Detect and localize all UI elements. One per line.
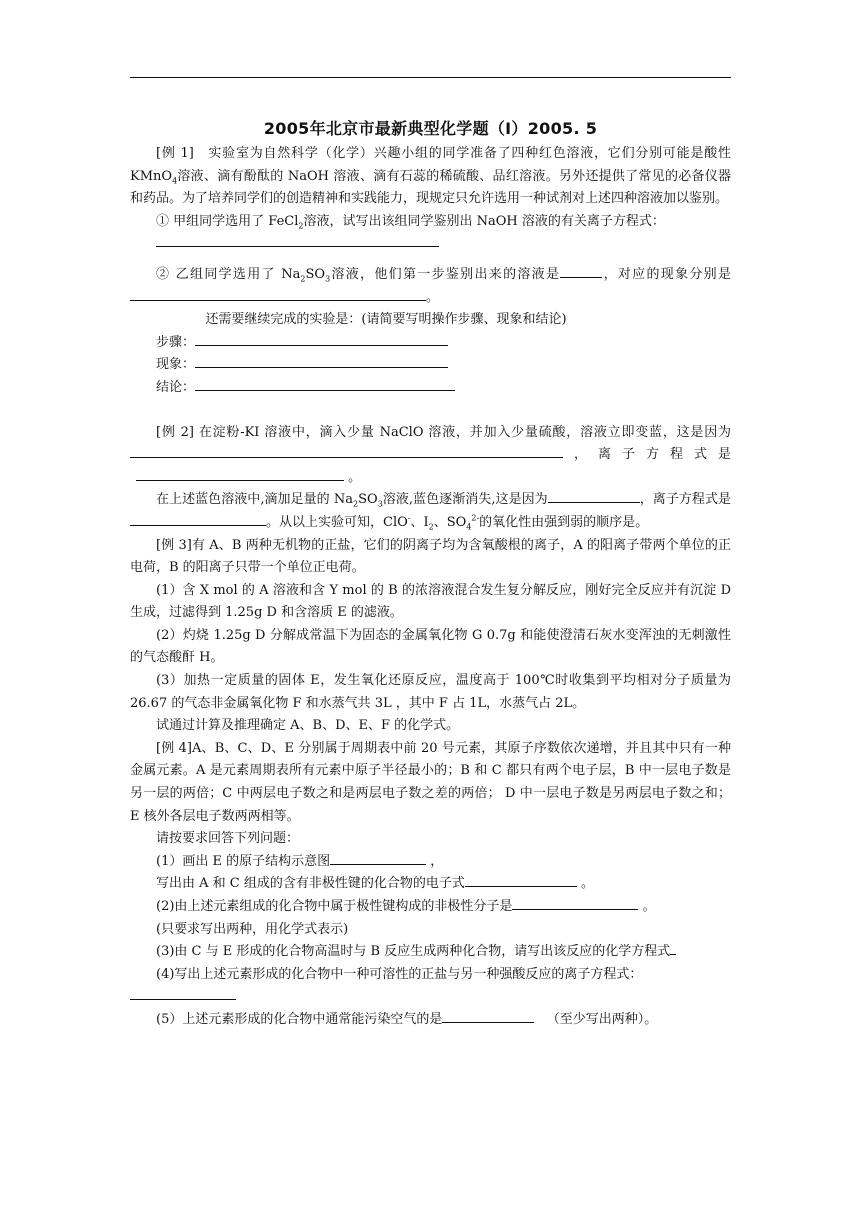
answer-blank[interactable] [465,873,577,887]
example-4-question-1b: 写出由 A 和 C 组成的含有非极性键的化合物的电子式 。 [130,873,731,896]
example-3-task: 试通过计算及推理确定 A、B、D、E、F 的化学式。 [156,718,460,734]
answer-line [130,233,731,256]
example-4-question-2-note: (只要求写出两种，用化学式表示) [156,921,349,937]
example-3-condition-3: (3）加热一定质量的固体 E，发生氧化还原反应，温度高于 100℃时收集到平均相对分子质量为 26.67 的气态非金属氧化物 F 和水蒸气共 3L ，其中 F 占 1L，水蒸气占 2L。 [130,673,731,711]
answer-blank[interactable] [130,444,563,458]
answer-blank[interactable] [442,1009,534,1023]
answer-line [130,986,731,1009]
example-3-intro: [例 3]有 A、B 两种无机物的正盐，它们的阴离子均为含氧酸根的离子，A 的阳离子带两个单位的正电荷，B 的阳离子只带一个单位正电荷。 [130,537,731,576]
answer-blank[interactable] [512,896,638,910]
example-4-intro: [例 4]A、B、C、D、E 分别属于周期表中前 20 号元素，其原子序数依次递增，并且其中只有一种金属元素。A 是元素周期表所有元素中原子半径最小的；B 和 C 都只有两个电子层，B 中一层电子数是另一层的两倍；C 中两层电子数之和是两层电子数之差的两倍； D 中一层电子数是另两层电子数之和；E 核外各层电子数两两相等。 [130,740,731,824]
example-1-question-2: ② 乙组同学选用了 $Na_2SO_3$溶液，他们第一步鉴别出来的溶液是 ，对应的现象分别是。 [130,264,731,309]
example-4-ask: 请按要求回答下列问题： [156,831,300,847]
page-title: 2005年北京市最新典型化学题（I）2005. 5 [263,119,598,138]
example-3-condition-2: (2）灼烧 1.25g D 分解成常温下为固态的金属氧化物 G 0.7g 和能使澄清石灰水变浑浊的无刺激性的气态酸酐 H。 [130,627,731,666]
header-rule [130,77,731,78]
answer-blank[interactable] [560,264,602,278]
example-4-question-4: (4)写出上述元素形成的化合物中一种可溶性的正盐与另一种强酸反应的离子方程式： [156,966,643,982]
answer-blank[interactable] [670,941,676,955]
continue-instruction: 还需要继续完成的实验是：(请简要写明操作步骤、现象和结论) [205,312,567,328]
example-4-question-5: (5）上述元素形成的化合物中通常能污染空气的是 （至少写出两种）。 [130,1009,731,1032]
example-2-part-1: [例 2] 在淀粉-KI 溶液中，滴入少量 NaClO 溶液，并加入少量硫酸，溶液立即变蓝，这是因为，离子方程式是 。 [130,422,731,490]
answer-blank[interactable] [195,332,448,346]
step-line: 步骤： [130,332,731,355]
example-1-intro: [例 1] 实验室为自然科学（化学）兴趣小组的同学准备了四种红色溶液，它们分别可能是酸性 KMnO$_4$溶液、滴有酚酞的 NaOH 溶液、滴有石蕊的稀硫酸、品红溶液。另外还提供了常见的必备仪器和药品。为了培养同学们的创造精神和实践能力，现规定只允许选用一种试剂对上述四种溶液加以鉴别。 [130,146,731,207]
example-4-question-3: (3)由 C 与 E 形成的化合物高温时与 B 反应生成两种化合物，请写出该反应的化学方程式 [130,941,731,964]
answer-blank[interactable] [130,512,266,526]
document-body [130,143,731,1032]
conclusion-line: 结论： [130,377,731,400]
example-2-part-2: 在上述蓝色溶液中,滴加足量的 $Na_2SO_3$溶液,蓝色逐渐消失,这是因为 ，离子方程式是。从以上实验可知，ClO-、$I_2$、$SO_4^{2-}$的氧化性由强到弱的顺序是。 [130,489,731,534]
example-1-question-1: ① 甲组同学选用了 FeCl$_2$溶液，试写出该组同学鉴别出 NaOH 溶液的有关离子方程式： [156,213,665,231]
example-4-question-1a: (1）画出 E 的原子结构示意图 ， [130,851,731,874]
answer-blank[interactable] [195,354,448,368]
answer-blank[interactable] [130,986,236,1000]
answer-blank[interactable] [156,233,439,247]
answer-blank[interactable] [130,287,426,301]
answer-blank[interactable] [136,467,344,481]
example-4-question-2: (2)由上述元素组成的化合物中属于极性键构成的非极性分子是 。 [130,896,731,919]
phenomenon-line: 现象： [130,354,731,377]
example-3-condition-1: (1）含 X mol 的 A 溶液和含 Y mol 的 B 的浓溶液混合发生复分解反应，刚好完全反应并有沉淀 D 生成，过滤得到 1.25g D 和含溶质 E 的滤液。 [130,582,731,621]
answer-blank[interactable] [330,851,426,865]
answer-blank[interactable] [548,489,640,503]
answer-blank[interactable] [195,377,455,391]
